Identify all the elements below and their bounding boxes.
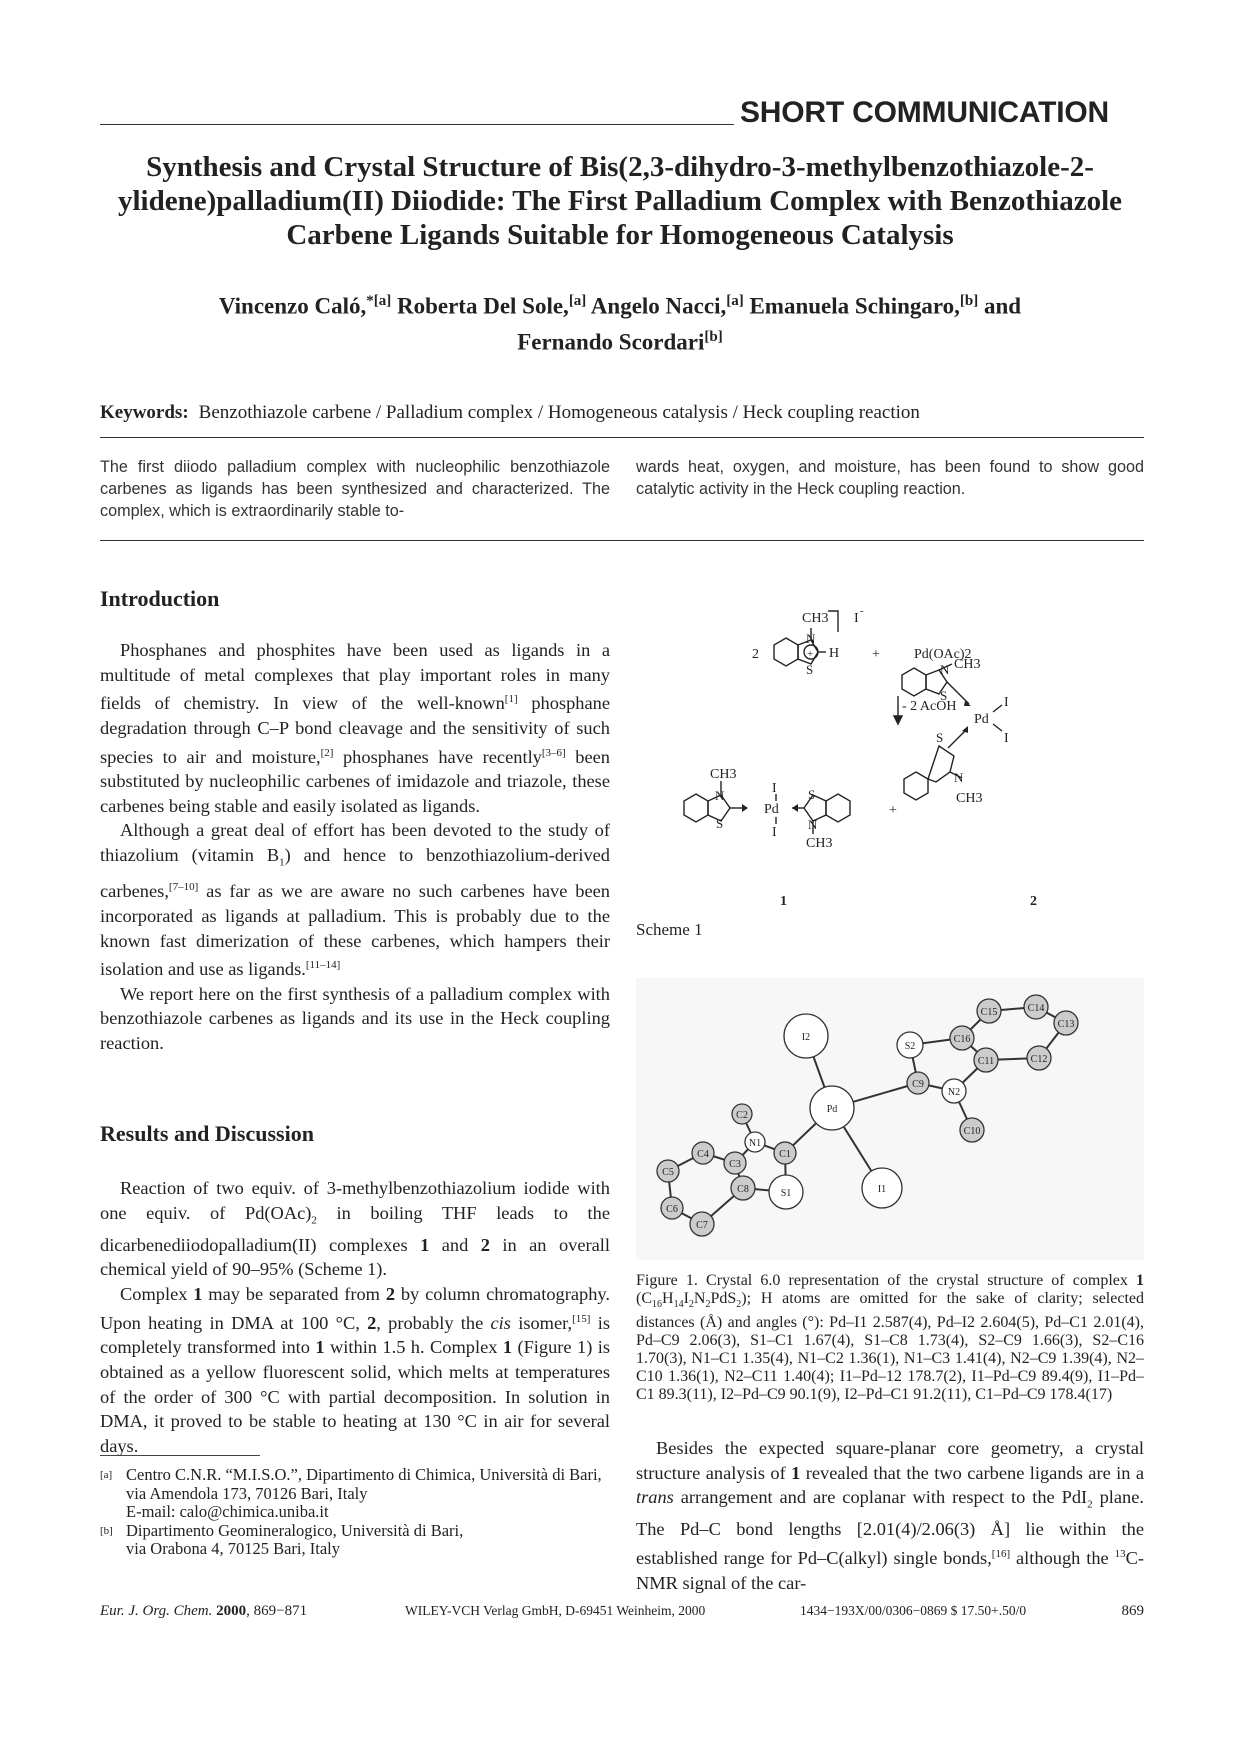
scheme-iodide-charge: - xyxy=(860,605,864,617)
section-header: SHORT COMMUNICATION xyxy=(740,96,1109,129)
footnote-text: Dipartimento Geomineralogico, Università di Bari, via Orabona 4, 70125 Bari, Italy xyxy=(126,1520,464,1558)
scheme-caption: Scheme 1 xyxy=(636,920,703,939)
footnotes xyxy=(100,1466,610,1559)
atom-label-c14: C14 xyxy=(1027,1003,1045,1014)
author-conjunction: and xyxy=(984,293,1022,319)
footer-publisher: WILEY-VCH Verlag GmbH, D-69451 Weinheim, 2000 xyxy=(405,1603,706,1618)
abstract-right: wards heat, oxygen, and moisture, has been found to show good catalytic activity in the Heck coupling reaction. xyxy=(636,458,1144,498)
atom-label-c4: C4 xyxy=(697,1149,709,1160)
intro-body xyxy=(100,638,610,1056)
footnote-rule xyxy=(100,1455,260,1456)
atom-label-c12: C12 xyxy=(1030,1054,1048,1065)
atom-label-pd: Pd xyxy=(826,1104,838,1115)
author-name: Fernando Scordari xyxy=(517,329,705,355)
results-paragraph-3: Besides the expected square-planar core geometry, a crystal structure analysis of 1 revealed that the two carbene ligands are in a trans arrangement and are coplanar with respect to the PdI$_2$ plane. The Pd–C bond lengths [2.01(4)/2.06(3) Å] lie within the established range for Pd–C(alkyl) single bonds,[16] although the $^{13}$C-NMR signal of the car- xyxy=(636,1438,1144,1593)
scheme-s: S xyxy=(940,688,948,703)
atom-label-c1: C1 xyxy=(779,1149,791,1160)
author-name: Angelo Nacci, xyxy=(590,293,727,319)
scheme-ch3: CH3 xyxy=(806,836,833,851)
scheme-plus-charge: + xyxy=(807,648,814,660)
scheme-n: N xyxy=(954,770,964,785)
scheme-pd: Pd xyxy=(974,712,989,727)
scheme-ch3: CH3 xyxy=(710,767,737,782)
affiliation-mark: [a] xyxy=(726,293,744,309)
scheme-iodine: I xyxy=(772,781,777,796)
affiliation-mark: [a] xyxy=(568,293,587,309)
atom-label-s1: S1 xyxy=(780,1188,792,1199)
footnote-b xyxy=(100,1522,610,1559)
affiliation-mark: [b] xyxy=(959,293,979,309)
results-paragraph-1: Reaction of two equiv. of 3-methylbenzothiazolium iodide with one equiv. of $Pd(OAc)_2$ in boiling THF leads to the dicarbenediiodopalladium(II) complexes 1 and 2 in an overall chemical yield of 90–95% (Scheme 1). xyxy=(100,1178,611,1280)
affiliation-mark: [b] xyxy=(704,328,723,345)
atom-label-n1: N1 xyxy=(748,1138,762,1149)
results-body xyxy=(100,1176,610,1458)
scheme-s: S xyxy=(936,730,944,745)
scheme-byproduct: - 2 AcOH xyxy=(902,699,957,714)
atom-label-c15: C15 xyxy=(980,1007,998,1018)
atom-label-s2: S2 xyxy=(904,1041,916,1052)
atom-label-c8: C8 xyxy=(737,1184,749,1195)
atom-label-c13: C13 xyxy=(1057,1019,1075,1030)
scheme-s: S xyxy=(716,816,724,831)
atom-label-c5: C5 xyxy=(662,1167,674,1178)
footnote-a xyxy=(100,1466,610,1522)
results-paragraph-2: Complex 1 may be separated from 2 by column chromatography. Upon heating in DMA at 100 °C, 2, probably the cis isomer,[15] is completely transformed into 1 within 1.5 h. Complex 1 (Figure 1) is obtained as a yellow fluorescent solid, which melts at temperatures of the order of 300 °C with partial decomposition. In solution in DMA, it proved to be stable to heating at 130 °C in air for several days. xyxy=(100,1284,610,1456)
atom-label-c11: C11 xyxy=(977,1056,995,1067)
author-list xyxy=(100,286,1140,357)
crystal-structure-figure xyxy=(636,978,1144,1260)
keywords-label: Keywords: xyxy=(100,402,189,423)
header-rule xyxy=(100,124,734,125)
scheme-n: N xyxy=(715,788,725,803)
scheme-plus: + xyxy=(889,803,897,818)
atom-label-i1: I1 xyxy=(877,1184,887,1195)
scheme-n: N xyxy=(808,817,818,832)
author-name: Vincenzo Caló, xyxy=(218,293,367,319)
abstract-top-rule xyxy=(100,437,1144,438)
compound-label-2: 2 xyxy=(1030,894,1037,909)
keywords xyxy=(100,402,1140,424)
scheme-iodine: I xyxy=(1004,695,1009,710)
scheme-iodide: I xyxy=(854,611,859,626)
intro-heading: Introduction xyxy=(100,586,220,611)
abstract-left: The first diiodo palladium complex with nucleophilic benzothiazole carbenes as ligands has been synthesized and characterized. The complex, which is extraordinarily stable to- xyxy=(100,458,610,520)
scheme-coefficient: 2 xyxy=(752,647,759,662)
figure-caption: Figure 1. Crystal 6.0 representation of the crystal structure of complex 1 $(C_{16}H_{14}I_2N_2PdS_2)$; H atoms are omitted for the sake of clarity; selected distances (Å) and angles (°): Pd–I1 2.587(4), Pd–I2 2.604(5), Pd–C1 2.01(4), Pd–C9 2.06(3), S1–C1 1.67(4), S1–C8 1.73(4), S2–C9 1.66(3), S2–C16 1.70(3), N1–C1 1.35(4), N1–C2 1.36(1), N1–C3 1.41(4), N2–C9 1.39(4), N2–C10 1.36(1), N2–C11 1.40(4); I1–Pd–12 178.7(2), I1–Pd–C9 89.4(9), I1–Pd–C1 89.3(11), I2–Pd–C9 90.1(9), I2–Pd–C1 91.2(11), C1–Pd–C9 178.4(17) xyxy=(636,1272,1144,1404)
scheme-ch3: CH3 xyxy=(956,791,983,806)
footnote-mark: [a] xyxy=(100,1469,113,1481)
atom-label-c2: C2 xyxy=(736,1110,748,1121)
results-continuation xyxy=(636,1436,1144,1595)
footer-issn: 1434−193X/00/0306−0869 $ 17.50+.50/0 xyxy=(800,1603,1027,1618)
scheme-ch3: CH3 xyxy=(954,657,981,672)
scheme-n-plus: N xyxy=(806,631,816,646)
scheme-s: S xyxy=(806,662,814,677)
scheme-iodine: I xyxy=(1004,731,1009,746)
atom-label-c16: C16 xyxy=(953,1034,971,1045)
scheme-n: N xyxy=(940,662,950,677)
scheme-pd: Pd xyxy=(764,802,779,817)
footer-journal: Eur. J. Org. Chem. 2000, 869−871 xyxy=(100,1603,308,1619)
compound-label-1: 1 xyxy=(780,894,787,909)
reaction-scheme xyxy=(636,588,1144,910)
keywords-text: Benzothiazole carbene / Palladium complex / Homogeneous catalysis / Heck coupling reaction xyxy=(198,402,920,423)
footnote-text: Centro C.N.R. “M.I.S.O.”, Dipartimento di Chimica, Università di Bari, via Amendola 173, 70126 Bari, Italy E-mail: calo@chimica.uniba.it xyxy=(126,1465,602,1521)
intro-paragraph-3: We report here on the first synthesis of a palladium complex with benzothiazole carbenes as ligands and its use in the Heck coupling reaction. xyxy=(100,983,610,1054)
scheme-ch3: CH3 xyxy=(802,611,829,626)
atom-label-c9: C9 xyxy=(912,1079,924,1090)
author-name: Emanuela Schingaro, xyxy=(749,293,960,319)
atom-label-c10: C10 xyxy=(963,1126,981,1137)
intro-paragraph-2: Although a great deal of effort has been devoted to the study of thiazolium (vitamin $B_1$) and hence to benzothiazolium-derived carbenes,[7–10] as far as we are aware no such carbenes have been incorporated as ligands at palladium. This is probably due to the known fast dimerization of these carbenes, which hampers their isolation and use as ligands.[11–14] xyxy=(100,820,610,980)
results-heading: Results and Discussion xyxy=(100,1121,314,1146)
scheme-s: S xyxy=(808,787,816,802)
abstract-bottom-rule xyxy=(100,540,1144,541)
footnote-mark: [b] xyxy=(100,1524,113,1537)
atom-label-c3: C3 xyxy=(729,1159,741,1170)
page-number: 869 xyxy=(1121,1603,1144,1619)
article-title: Synthesis and Crystal Structure of Bis(2,3-dihydro-3-methylbenzothiazole-2-ylidene)palladium(II) Diiodide: The First Palladium Complex with Benzothiazole Carbene Ligands Suitable for Homogeneous Catalysis xyxy=(117,151,1123,251)
scheme-pd-reagent: Pd(OAc)2 xyxy=(914,647,972,662)
atom-label-c7: C7 xyxy=(696,1220,708,1231)
author-name: Roberta Del Sole, xyxy=(396,293,569,319)
atom-label-c6: C6 xyxy=(666,1204,678,1215)
scheme-plus: + xyxy=(872,647,880,662)
atom-label-n2: N2 xyxy=(947,1087,961,1098)
affiliation-mark: *[a] xyxy=(366,293,392,309)
scheme-h: H xyxy=(829,646,840,661)
scheme-iodine: I xyxy=(772,825,777,840)
atom-label-i2: I2 xyxy=(801,1032,811,1043)
intro-paragraph-1: Phosphanes and phosphites have been used as ligands in a multitude of metal complexes that play important roles in many fields of chemistry. In view of the well-known[1] phosphane degradation through C–P bond cleavage and the sensitivity of such species to air and moisture,[2] phosphanes have recently[3–6] been substituted by nucleophilic carbenes of imidazole and triazole, these carbenes being stable and easily isolated as ligands. xyxy=(100,640,610,816)
